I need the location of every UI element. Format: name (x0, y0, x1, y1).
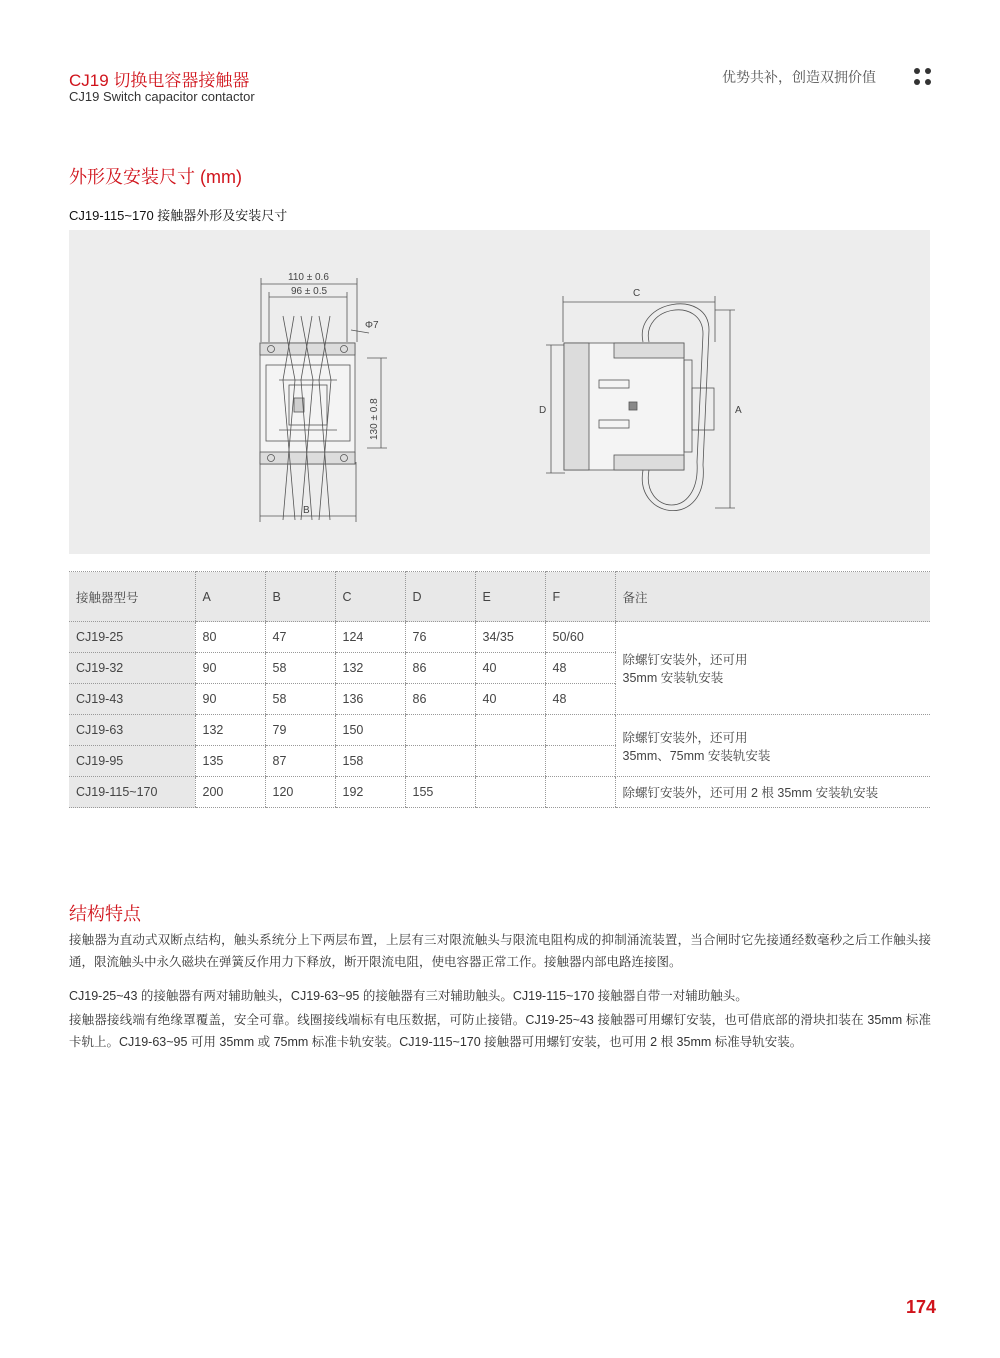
dimension-drawing-panel (69, 230, 930, 554)
table-cell: 158 (335, 746, 405, 777)
table-header-cell: D (405, 572, 475, 622)
table-cell-model: CJ19-95 (69, 746, 195, 777)
table-header-cell: F (545, 572, 615, 622)
table-cell: 200 (195, 777, 265, 808)
table-cell: 48 (545, 684, 615, 715)
table-cell (545, 777, 615, 808)
note-line: 35mm、75mm 安装轨安装 (622, 748, 771, 763)
table-cell (405, 715, 475, 746)
table-cell: 50/60 (545, 622, 615, 653)
table-cell: 79 (265, 715, 335, 746)
dim-b: B (303, 505, 310, 516)
table-cell: 47 (265, 622, 335, 653)
table-cell: 40 (475, 653, 545, 684)
table-header-cell: B (265, 572, 335, 622)
figure-caption: CJ19-115~170 接触器外形及安装尺寸 (69, 208, 288, 223)
header-title: CJ19 切换电容器接触器 (69, 71, 250, 90)
table-cell: 34/35 (475, 622, 545, 653)
section-title-features: 结构特点 (69, 904, 141, 924)
table-cell-model: CJ19-115~170 (69, 777, 195, 808)
feature-paragraph: CJ19-25~43 的接触器有两对辅助触头，CJ19-63~95 的接触器有三对辅助触头。CJ19-115~170 接触器自带一对辅助触头。 (69, 989, 748, 1003)
table-cell: 90 (195, 653, 265, 684)
table-cell: 135 (195, 746, 265, 777)
table-cell: 192 (335, 777, 405, 808)
table-cell-model: CJ19-25 (69, 622, 195, 653)
table-header-cell: C (335, 572, 405, 622)
table-cell-model: CJ19-63 (69, 715, 195, 746)
note-line: 除螺钉安装外，还可用 (622, 730, 748, 745)
note-line: 35mm 安装轨安装 (622, 671, 724, 685)
page-number: 174 (906, 1297, 937, 1317)
table-cell (545, 715, 615, 746)
grid-dots-icon (914, 68, 932, 86)
dim-d: D (539, 405, 547, 416)
table-cell: 87 (265, 746, 335, 777)
table-cell: 150 (335, 715, 405, 746)
table-row (69, 715, 930, 746)
header-subtitle: CJ19 Switch capacitor contactor (69, 89, 255, 104)
feature-paragraph: 接触器为直动式双断点结构，触头系统分上下两层布置，上层有三对限流触头与限流电阻构成的抑制涌流装置，当合闸时它先接通经数毫秒之后工作触头接通，限流触头中永久磁块在弹簧反作用力下释放，断开限流电阻，使电容器正常工作。接触器内部电路连接图。 (69, 933, 931, 969)
table-header-cell: 备注 (615, 572, 930, 622)
table-cell-note (615, 622, 930, 715)
header-slogan: 优势共补，创造双拥价值 (722, 69, 876, 85)
table-cell: 90 (195, 684, 265, 715)
dim-hole: Φ7 (365, 320, 379, 331)
table-header-cell: E (475, 572, 545, 622)
dim-outer-width: 110 ± 0.6 (288, 272, 329, 283)
table-cell: 80 (195, 622, 265, 653)
table-cell-note (615, 777, 930, 808)
dim-inner-width: 96 ± 0.5 (291, 286, 328, 297)
dim-a: A (735, 405, 742, 416)
note-line: 除螺钉安装外，还可用 2 根 35mm 安装轨安装 (622, 786, 879, 800)
table-cell: 86 (405, 653, 475, 684)
table-cell: 48 (545, 653, 615, 684)
front-view (260, 278, 387, 522)
dimension-drawing (69, 230, 930, 554)
table-cell (475, 777, 545, 808)
table-cell: 132 (195, 715, 265, 746)
table-cell (475, 715, 545, 746)
table-cell: 58 (265, 684, 335, 715)
dim-height: 130 ± 0.8 (369, 398, 380, 440)
table-header-cell: A (195, 572, 265, 622)
table-header-cell: 接触器型号 (69, 572, 195, 622)
note-line: 除螺钉安装外，还可用 (622, 653, 748, 667)
table-cell: 76 (405, 622, 475, 653)
table-cell (545, 746, 615, 777)
table-cell-note (615, 715, 930, 777)
table-cell: 40 (475, 684, 545, 715)
table-cell: 136 (335, 684, 405, 715)
table-cell-model: CJ19-43 (69, 684, 195, 715)
table-cell (405, 746, 475, 777)
table-row (69, 622, 930, 653)
section-title-dimensions: 外形及安装尺寸 (mm) (69, 167, 242, 187)
feature-paragraph: 接触器接线端有绝缘罩覆盖，安全可靠。线圈接线端标有电压数据，可防止接错。CJ19-25~43 接触器可用螺钉安装，也可借底部的滑块扣装在 35mm 标准卡轨上。CJ19-63~95 可用 35mm 或 75mm 标准卡轨安装。CJ19-115~170 接触器可用螺钉安装，也可用 2 根 35mm 标准导轨安装。 (69, 1013, 931, 1049)
table-cell: 132 (335, 653, 405, 684)
table-cell: 86 (405, 684, 475, 715)
table-header-row (69, 572, 930, 622)
table-cell: 58 (265, 653, 335, 684)
table-cell: 155 (405, 777, 475, 808)
table-cell: 124 (335, 622, 405, 653)
table-cell-model: CJ19-32 (69, 653, 195, 684)
dim-c: C (633, 288, 641, 299)
table-cell (475, 746, 545, 777)
side-view (546, 296, 735, 511)
dimension-table (69, 571, 930, 808)
table-row (69, 777, 930, 808)
table-cell: 120 (265, 777, 335, 808)
